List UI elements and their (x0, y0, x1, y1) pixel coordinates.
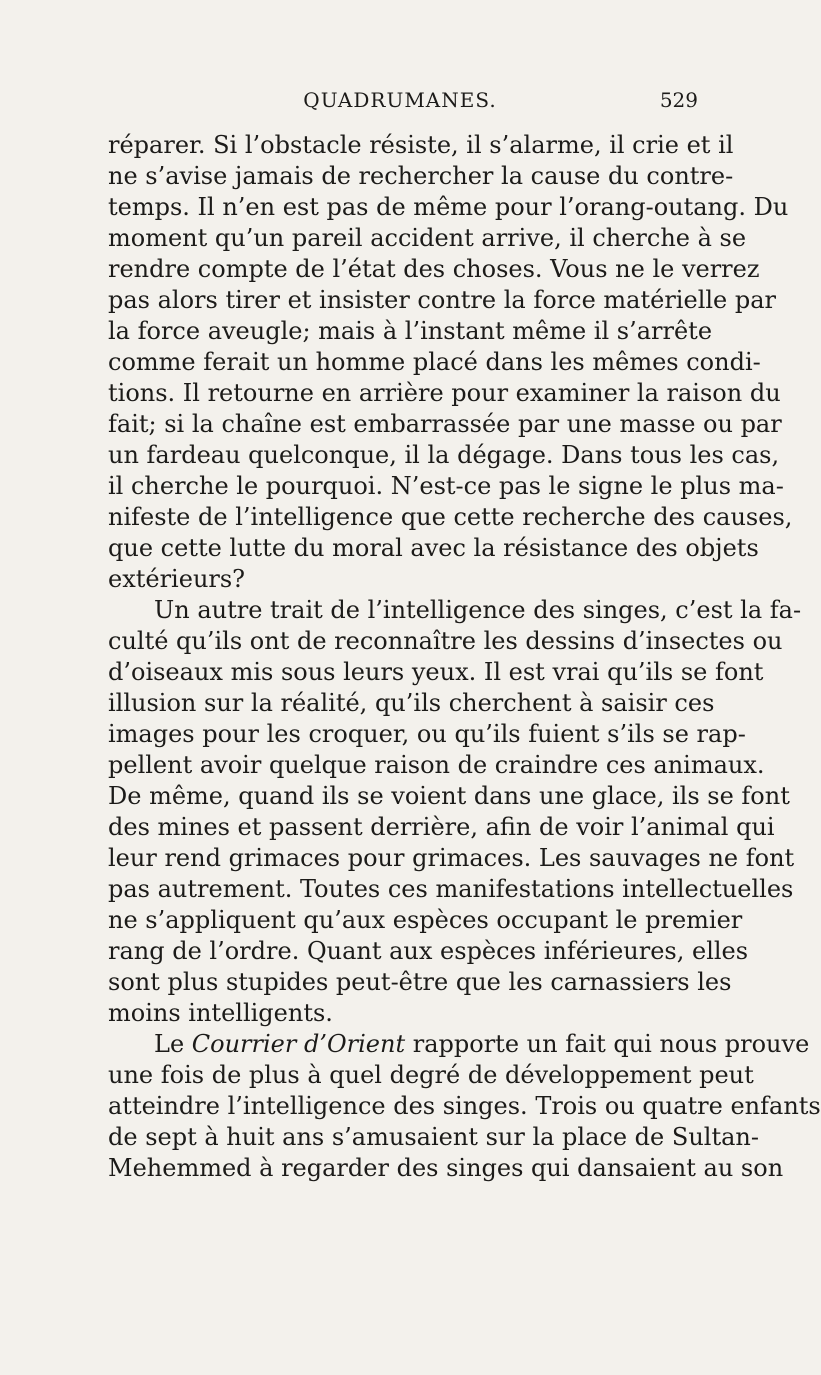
text-line: culté qu’ils ont de reconnaître les dessins d’insectes ou (108, 627, 783, 655)
running-header (0, 88, 800, 118)
text-line: pellent avoir quelque raison de craindre ces animaux. (108, 751, 765, 779)
italic-journal-title: Courrier d’Orient (191, 1030, 406, 1058)
text-line: ne s’appliquent qu’aux espèces occupant le premier (108, 906, 743, 934)
running-title: QUADRUMANES. (303, 88, 497, 112)
text-line: ne s’avise jamais de rechercher la cause du contre- (108, 162, 734, 190)
text-line: pas autrement. Toutes ces manifestations intellectuelles (108, 875, 794, 903)
text-line: tions. Il retourne en arrière pour examiner la raison du (108, 379, 781, 407)
text-line: nifeste de l’intelligence que cette recherche des causes, (108, 503, 793, 531)
text-line: moins intelligents. (108, 999, 333, 1027)
body-text (108, 130, 821, 1184)
text-fragment: Le (154, 1030, 192, 1058)
text-line: rendre compte de l’état des choses. Vous ne le verrez (108, 255, 760, 283)
text-line: la force aveugle; mais à l’instant même il s’arrête (108, 317, 713, 345)
text-line: images pour les croquer, ou qu’ils fuient s’ils se rap- (108, 720, 746, 748)
text-line: que cette lutte du moral avec la résistance des objets (108, 534, 759, 562)
text-line: fait; si la chaîne est embarrassée par une masse ou par (108, 410, 782, 438)
text-line: de sept à huit ans s’amusaient sur la place de Sultan- (108, 1123, 759, 1151)
text-line: sont plus stupides peut-être que les carnassiers les (108, 968, 732, 996)
text-fragment (405, 1030, 413, 1058)
text-line: atteindre l’intelligence des singes. Trois ou quatre enfants (108, 1092, 821, 1120)
text-line: il cherche le pourquoi. N’est-ce pas le signe le plus ma- (108, 472, 784, 500)
text-line: leur rend grimaces pour grimaces. Les sauvages ne font (108, 844, 795, 872)
text-line: des mines et passent derrière, afin de voir l’animal qui (108, 813, 775, 841)
text-line: Un autre trait de l’intelligence des singes, c’est la fa- (154, 596, 802, 624)
text-line: De même, quand ils se voient dans une glace, ils se font (108, 782, 790, 810)
text-fragment: rapporte un fait qui nous prouve (412, 1030, 810, 1058)
text-line: moment qu’un pareil accident arrive, il cherche à se (108, 224, 747, 252)
text-line: temps. Il n’en est pas de même pour l’orang-outang. Du (108, 193, 789, 221)
text-line: pas alors tirer et insister contre la force matérielle par (108, 286, 777, 314)
text-line: rang de l’ordre. Quant aux espèces inférieures, elles (108, 937, 749, 965)
text-line: comme ferait un homme placé dans les mêmes condi- (108, 348, 761, 376)
text-line: une fois de plus à quel degré de développement peut (108, 1061, 754, 1089)
text-line: réparer. Si l’obstacle résiste, il s’alarme, il crie et il (108, 131, 734, 159)
text-line: extérieurs? (108, 565, 246, 593)
text-line: un fardeau quelconque, il la dégage. Dans tous les cas, (108, 441, 780, 469)
text-line: illusion sur la réalité, qu’ils cherchent à saisir ces (108, 689, 715, 717)
text-line-with-italic (108, 1029, 810, 1060)
page-number: 529 (659, 88, 698, 112)
text-line: Mehemmed à regarder des singes qui dansaient au son (108, 1154, 784, 1182)
text-line: d’oiseaux mis sous leurs yeux. Il est vrai qu’ils se font (108, 658, 764, 686)
